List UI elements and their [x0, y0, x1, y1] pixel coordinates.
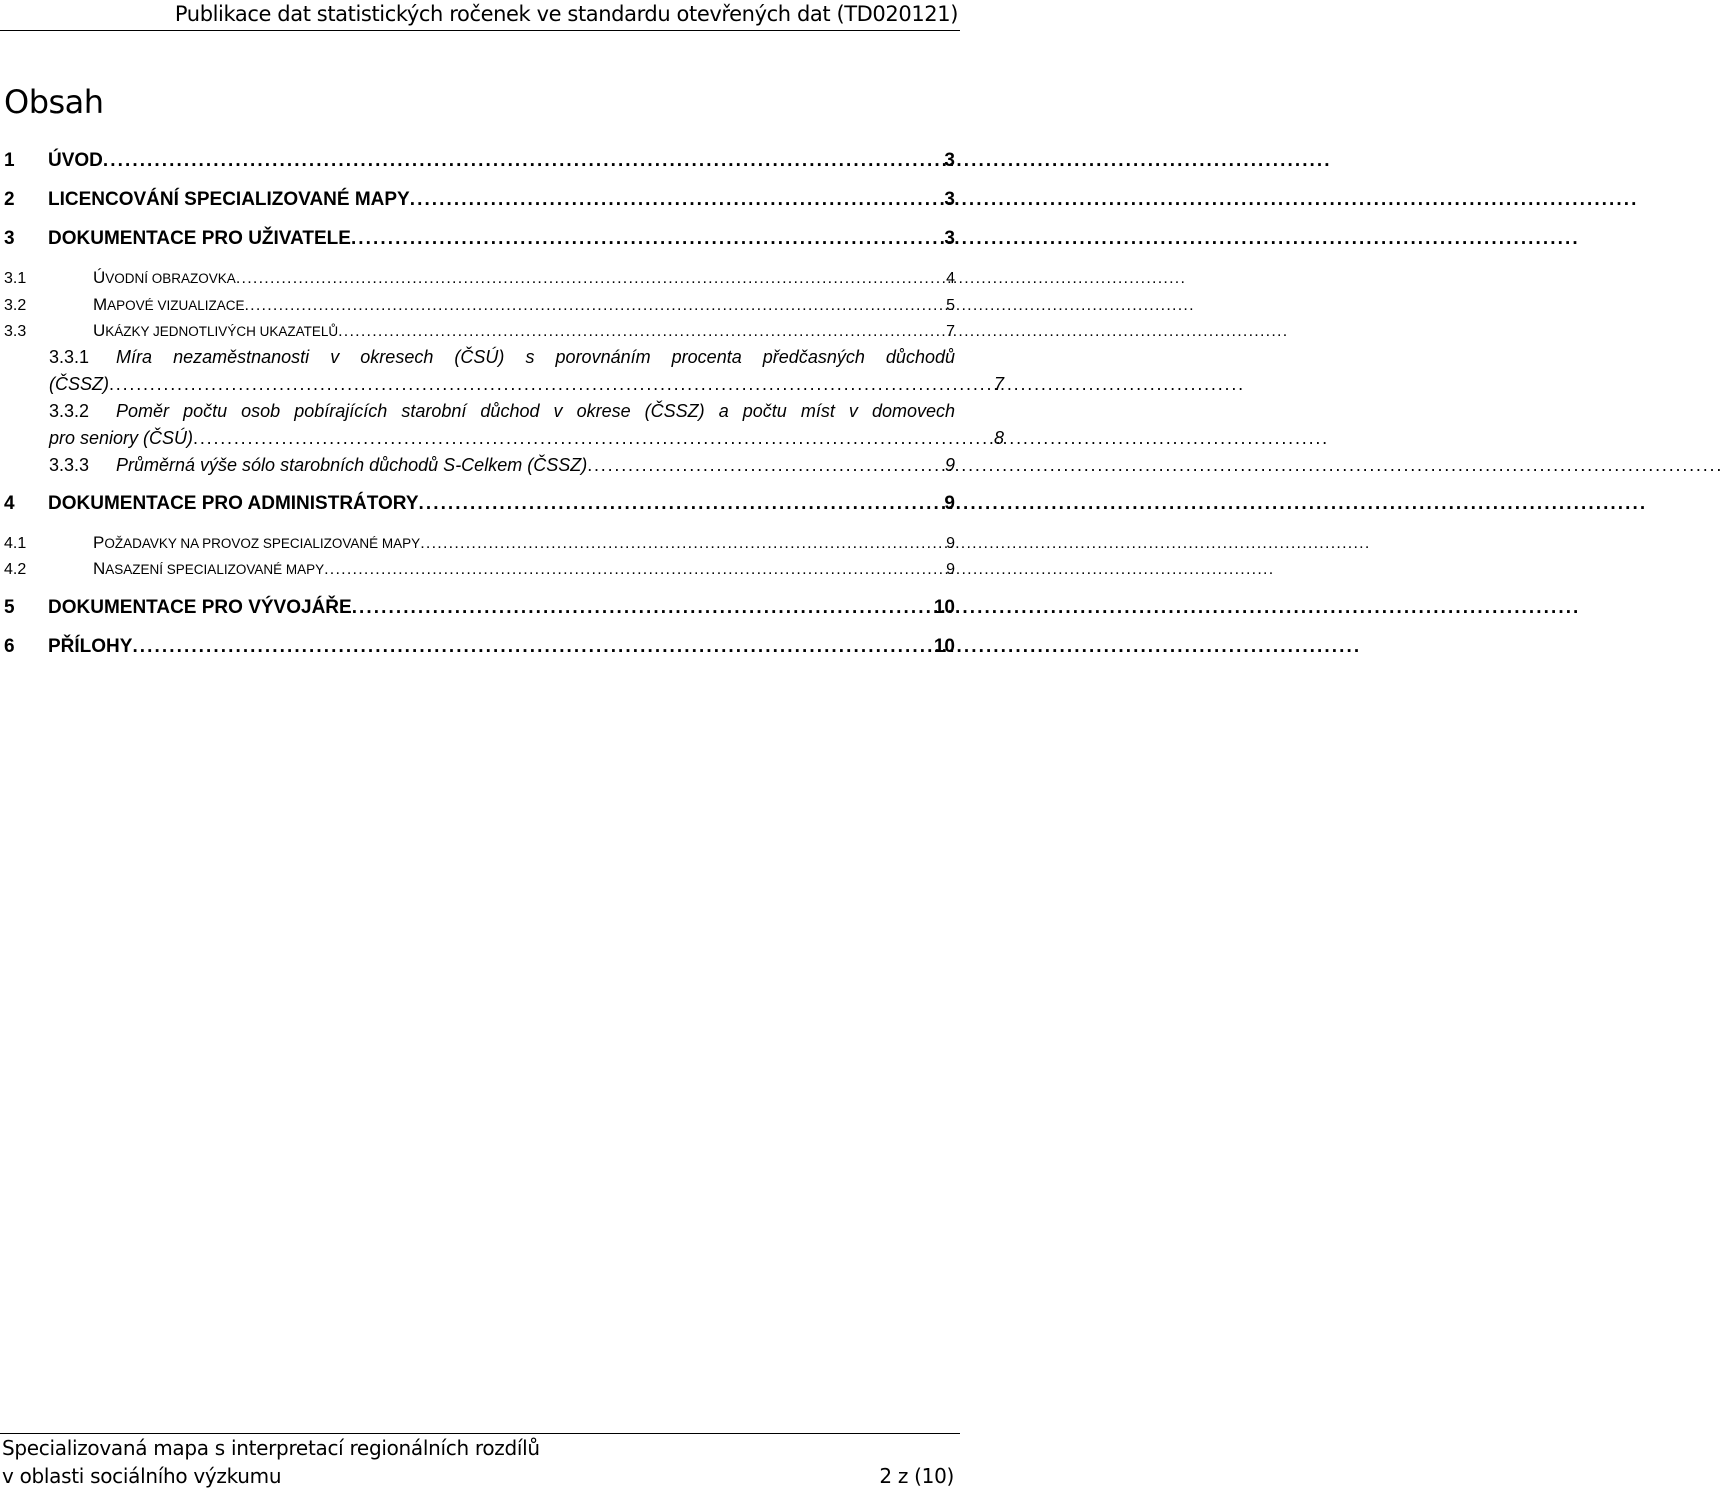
toc-entry-page: 10 — [933, 597, 955, 618]
toc-entry-number: 1 — [4, 150, 15, 171]
toc-dot-leader — [324, 559, 944, 581]
toc-entry-title-line2: pro seniory (ČSÚ) — [49, 428, 194, 448]
toc-entry-number: 3.3.3 — [49, 455, 90, 475]
toc-dot-leader — [338, 321, 944, 343]
toc-entry-3-3-1[interactable] — [0, 344, 1004, 398]
toc-entry-page: 9 — [946, 561, 955, 578]
toc-entry-title: DOKUMENTACE PRO VÝVOJÁŘE — [48, 597, 352, 618]
toc-entry-page: 7 — [946, 323, 955, 340]
toc-entry-page: 4 — [946, 270, 955, 287]
toc-entry-title: ÚVOD — [48, 150, 103, 171]
toc-entry-number: 3.1 — [4, 270, 27, 287]
toc-entry-4-1[interactable] — [0, 532, 955, 555]
toc-dot-leader — [244, 295, 944, 317]
footer-line-2: v oblasti sociálního výzkumu — [2, 1464, 282, 1488]
toc-dot-leader — [236, 268, 944, 290]
toc-entry-number: 3.2 — [4, 297, 27, 314]
toc-entry-title: PŘÍLOHY — [48, 636, 133, 657]
page-footer — [0, 1433, 960, 1490]
toc-entry-3-3-3[interactable] — [0, 452, 955, 479]
toc-entry-title-line1: Poměr počtu osob pobírajících starobní důchod v okrese (ČSSZ) a počtu míst v domovech — [116, 401, 955, 421]
toc-entry-page: 7 — [993, 374, 1004, 394]
toc-entry-1[interactable] — [0, 148, 955, 174]
toc-entry-3-3[interactable] — [0, 320, 955, 343]
toc-entry-page: 3 — [944, 189, 955, 210]
toc-dot-leader — [419, 491, 943, 517]
toc-entry-6[interactable] — [0, 634, 955, 660]
footer-page-indicator: 2 z (10) — [879, 1464, 954, 1488]
toc-entry-4[interactable] — [0, 491, 955, 517]
toc-entry-3-1[interactable] — [0, 267, 955, 290]
toc-entry-number: 4.2 — [4, 561, 27, 578]
toc-entry-4-2[interactable] — [0, 558, 955, 581]
toc-entry-number: 5 — [4, 597, 15, 618]
toc-entry-title: MAPOVÉ VIZUALIZACE — [93, 295, 245, 314]
toc-dot-leader — [109, 371, 992, 398]
toc-dot-leader — [352, 595, 932, 621]
toc-entry-page: 8 — [993, 428, 1004, 448]
header-title: Publikace dat statistických ročenek ve standardu otevřených dat (TD020121) — [174, 2, 958, 26]
toc-entry-number: 3.3.2 — [49, 401, 90, 421]
toc-entry-page: 9 — [946, 535, 955, 552]
toc-dot-leader — [193, 425, 992, 452]
toc-entry-2[interactable] — [0, 187, 955, 213]
toc-entry-title-line1: Míra nezaměstnanosti v okresech (ČSÚ) s porovnáním procenta předčasných důchodů — [116, 347, 955, 367]
toc-entry-page: 3 — [944, 228, 955, 249]
toc-entry-number: 2 — [4, 189, 15, 210]
toc-entry-number: 3.3.1 — [49, 347, 90, 367]
toc-entry-3[interactable] — [0, 226, 955, 252]
toc-entry-title: POŽADAVKY NA PROVOZ SPECIALIZOVANÉ MAPY — [93, 533, 421, 552]
footer-line-1: Specializovaná mapa s interpretací regionálních rozdílů — [2, 1436, 540, 1460]
toc-entry-page: 3 — [944, 150, 955, 171]
page-header — [0, 0, 960, 31]
toc-heading: Obsah — [4, 83, 104, 121]
toc-entry-title-line2: (ČSSZ) — [49, 374, 109, 394]
toc-entry-title: NASAZENÍ SPECIALIZOVANÉ MAPY — [93, 559, 325, 578]
toc-entry-5[interactable] — [0, 595, 955, 621]
toc-dot-leader — [351, 226, 942, 252]
toc-entry-number: 3 — [4, 228, 15, 249]
toc-entry-page: 9 — [944, 493, 955, 514]
toc-entry-title: LICENCOVÁNÍ SPECIALIZOVANÉ MAPY — [48, 189, 410, 210]
toc-entry-title: DOKUMENTACE PRO ADMINISTRÁTORY — [48, 493, 419, 514]
toc-entry-title: UKÁZKY JEDNOTLIVÝCH UKAZATELŮ — [93, 321, 339, 340]
toc-entry-title: DOKUMENTACE PRO UŽIVATELE — [48, 228, 351, 249]
toc-entry-number: 4 — [4, 493, 15, 514]
toc-dot-leader — [103, 148, 943, 174]
toc-entry-number: 6 — [4, 636, 15, 657]
toc-entry-page: 10 — [933, 636, 955, 657]
toc-entry-3-2[interactable] — [0, 294, 955, 317]
toc-entry-page: 9 — [944, 455, 955, 475]
toc-entry-number: 3.3 — [4, 323, 27, 340]
toc-dot-leader — [587, 452, 943, 479]
toc-entry-title: ÚVODNÍ OBRAZOVKA — [93, 268, 236, 287]
toc-entry-title: Průměrná výše sólo starobních důchodů S-Celkem (ČSSZ) — [116, 455, 588, 475]
toc-dot-leader — [132, 634, 931, 660]
toc-dot-leader — [410, 187, 943, 213]
toc-entry-3-3-2[interactable] — [0, 398, 1004, 452]
toc-entry-number: 4.1 — [4, 535, 27, 552]
toc-entry-page: 5 — [946, 297, 955, 314]
toc-dot-leader — [420, 533, 944, 555]
